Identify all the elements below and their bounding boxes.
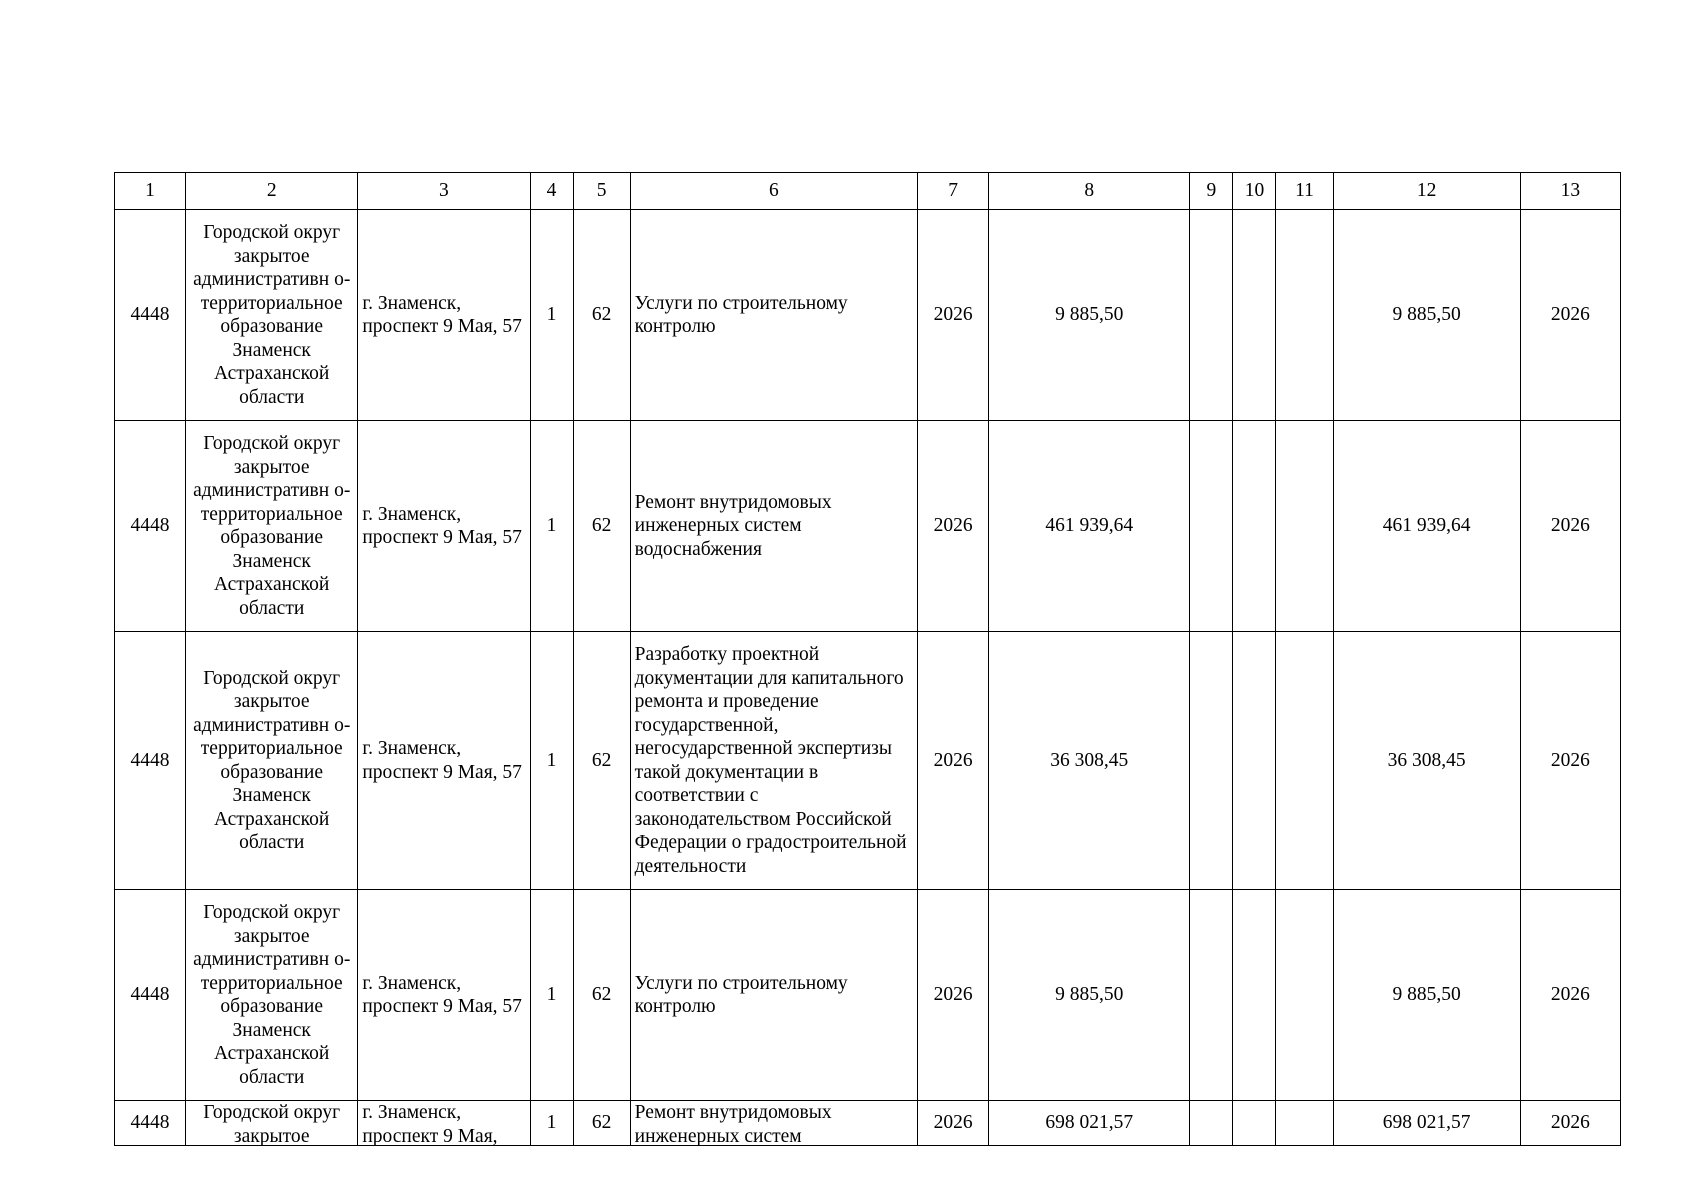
column-header: 9 xyxy=(1190,173,1233,210)
municipality-cell: Городской округ закрытое административн о-территориальное образование Знаменск Астраханской области xyxy=(186,421,358,632)
column-header: 13 xyxy=(1520,173,1620,210)
year-cell: 2026 xyxy=(918,890,989,1101)
column-header: 2 xyxy=(186,173,358,210)
amount-cell: 461 939,64 xyxy=(1333,421,1520,632)
year-cell: 2026 xyxy=(1520,890,1620,1101)
address-text: г. Знаменск, проспект 9 Мая, xyxy=(362,1102,498,1145)
cell-col9 xyxy=(1190,210,1233,421)
table-row xyxy=(115,1101,1621,1146)
cell-col5: 62 xyxy=(573,1101,630,1146)
address-cell: г. Знаменск, проспект 9 Мая, 57 xyxy=(358,890,530,1101)
amount-cell: 36 308,45 xyxy=(989,632,1190,890)
cell-col4: 1 xyxy=(530,632,573,890)
column-header: 3 xyxy=(358,173,530,210)
row-code: 4448 xyxy=(115,1101,186,1146)
amount-cell: 9 885,50 xyxy=(989,210,1190,421)
year-cell: 2026 xyxy=(1520,1101,1620,1146)
cell-col4: 1 xyxy=(530,210,573,421)
address-cell: г. Знаменск, проспект 9 Мая, 57 xyxy=(358,421,530,632)
cell-col4: 1 xyxy=(530,421,573,632)
work-type-cell: Ремонт внутридомовых инженерных систем водоснабжения xyxy=(630,421,917,632)
cell-col10 xyxy=(1233,632,1276,890)
column-header: 8 xyxy=(989,173,1190,210)
year-cell: 2026 xyxy=(918,632,989,890)
work-type-cell: Разработку проектной документации для капитального ремонта и проведение государственной, негосударственной экспертизы такой документации в соответствии с законодательством Российской Федерации о градостроительной деятельности xyxy=(630,632,917,890)
cell-col11 xyxy=(1276,421,1333,632)
cell-col5: 62 xyxy=(573,632,630,890)
row-code: 4448 xyxy=(115,632,186,890)
column-header: 10 xyxy=(1233,173,1276,210)
year-cell: 2026 xyxy=(1520,421,1620,632)
year-cell: 2026 xyxy=(1520,210,1620,421)
municipality-cell xyxy=(186,1101,358,1146)
row-code: 4448 xyxy=(115,421,186,632)
cell-col11 xyxy=(1276,1101,1333,1146)
column-header: 4 xyxy=(530,173,573,210)
column-header: 1 xyxy=(115,173,186,210)
column-header: 5 xyxy=(573,173,630,210)
year-cell: 2026 xyxy=(918,421,989,632)
column-header: 11 xyxy=(1276,173,1333,210)
municipality-cell: Городской округ закрытое административн о-территориальное образование Знаменск Астраханской области xyxy=(186,210,358,421)
municipality-text: Городской округ закрытое xyxy=(203,1102,341,1145)
cell-col10 xyxy=(1233,890,1276,1101)
cell-col4: 1 xyxy=(530,1101,573,1146)
work-type-cell xyxy=(630,1101,917,1146)
cell-col5: 62 xyxy=(573,210,630,421)
cell-col9 xyxy=(1190,421,1233,632)
work-type-text: Ремонт внутридомовых инженерных систем xyxy=(634,1102,832,1145)
work-type-cell: Услуги по строительному контролю xyxy=(630,210,917,421)
amount-cell: 461 939,64 xyxy=(989,421,1190,632)
cell-col9 xyxy=(1190,632,1233,890)
amount-cell: 36 308,45 xyxy=(1333,632,1520,890)
municipality-cell: Городской округ закрытое административн о-территориальное образование Знаменск Астраханской области xyxy=(186,890,358,1101)
work-type-cell: Услуги по строительному контролю xyxy=(630,890,917,1101)
municipality-cell: Городской округ закрытое административн о-территориальное образование Знаменск Астраханской области xyxy=(186,632,358,890)
cell-col4: 1 xyxy=(530,890,573,1101)
address-cell: г. Знаменск, проспект 9 Мая, 57 xyxy=(358,632,530,890)
column-header: 6 xyxy=(630,173,917,210)
table-header-row xyxy=(115,173,1621,210)
cell-col11 xyxy=(1276,890,1333,1101)
register-table xyxy=(114,172,1621,1146)
cell-col11 xyxy=(1276,210,1333,421)
table-row xyxy=(115,890,1621,1101)
address-cell: г. Знаменск, проспект 9 Мая, 57 xyxy=(358,210,530,421)
table-row xyxy=(115,421,1621,632)
cell-col9 xyxy=(1190,1101,1233,1146)
column-header: 12 xyxy=(1333,173,1520,210)
cell-col10 xyxy=(1233,421,1276,632)
row-code: 4448 xyxy=(115,890,186,1101)
address-cell xyxy=(358,1101,530,1146)
cell-col5: 62 xyxy=(573,421,630,632)
table-row xyxy=(115,632,1621,890)
cell-col9 xyxy=(1190,890,1233,1101)
year-cell: 2026 xyxy=(918,1101,989,1146)
amount-cell: 9 885,50 xyxy=(1333,210,1520,421)
cell-col5: 62 xyxy=(573,890,630,1101)
cell-col10 xyxy=(1233,210,1276,421)
amount-cell: 9 885,50 xyxy=(1333,890,1520,1101)
row-code: 4448 xyxy=(115,210,186,421)
year-cell: 2026 xyxy=(1520,632,1620,890)
year-cell: 2026 xyxy=(918,210,989,421)
cell-col10 xyxy=(1233,1101,1276,1146)
amount-cell: 698 021,57 xyxy=(989,1101,1190,1146)
table-row xyxy=(115,210,1621,421)
amount-cell: 698 021,57 xyxy=(1333,1101,1520,1146)
amount-cell: 9 885,50 xyxy=(989,890,1190,1101)
column-header: 7 xyxy=(918,173,989,210)
cell-col11 xyxy=(1276,632,1333,890)
